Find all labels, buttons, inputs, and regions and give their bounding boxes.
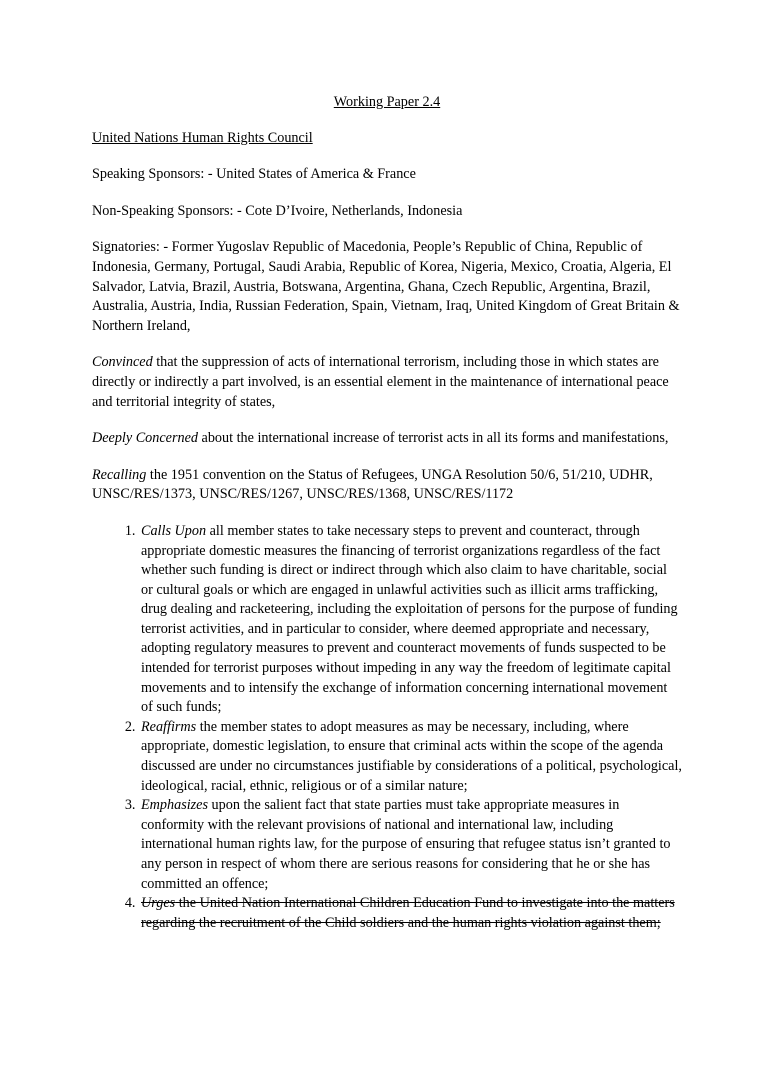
clause-text: the member states to adopt measures as may be necessary, including, where appropriate, domestic legislation, to ensure that criminal acts within the scope of the agenda discussed are under no circumstances justifiable by considerations of a political, psychological, ideological, racial, ethnic, religious or of a similar nature; <box>141 718 682 794</box>
operative-clause-struck <box>139 894 682 933</box>
preambulatory-clause <box>92 429 682 449</box>
clause-head: Convinced <box>92 354 153 371</box>
speaking-sponsors: Speaking Sponsors: - United States of America & France <box>92 166 416 183</box>
preambulatory-clause <box>92 353 682 412</box>
clause-head: Emphasizes <box>141 797 208 814</box>
clause-text: all member states to take necessary steps to prevent and counteract, through appropriate domestic measures the financing of terrorist organizations regardless of the fact whether such funding is direct or indirect through which also claim to have charitable, social or cultural goals or which are engaged in unlawful activities such as illicit arms trafficking, drug dealing and racketeering, including the exploitation of persons for the purpose of funding terrorist activities, and in particular to consider, where deemed appropriate and necessary, adopting regulatory measures to prevent and counteract movements of funds suspected to be intended for terrorist purposes without impeding in any way the freedom of legitimate capital movements and to intensify the exchange of information concerning international movement of such funds; <box>141 522 678 716</box>
operative-clauses <box>92 522 682 933</box>
council-name: United Nations Human Rights Council <box>92 129 313 146</box>
non-speaking-sponsors: Non-Speaking Sponsors: - Cote D’Ivoire, Netherlands, Indonesia <box>92 202 463 219</box>
operative-clause <box>139 718 682 796</box>
signatories: Signatories: - Former Yugoslav Republic of Macedonia, People’s Republic of China, Republic of Indonesia, Germany, Portugal, Saudi Arabia, Republic of Korea, Nigeria, Mexico, Croatia, Algeria, El Salvador, Latvia, Brazil, Austria, Botswana, Argentina, Ghana, Czech Republic, Argentina, Brazil, Australia, Austria, India, Russian Federation, Spain, Vietnam, Iraq, United Kingdom of Great Britain & Northern Ireland, <box>92 239 680 334</box>
operative-clause <box>139 522 682 718</box>
clause-text: about the international increase of terrorist acts in all its forms and manifestations, <box>197 430 669 447</box>
clause-text: the United Nation International Children Education Fund to investigate into the matters regarding the recruitment of the Child soldiers and the human rights violation against them; <box>141 895 675 931</box>
clause-head: Calls Upon <box>141 522 207 539</box>
clause-text: the 1951 convention on the Status of Refugees, UNGA Resolution 50/6, 51/210, UDHR, UNSC/RES/1373, UNSC/RES/1267, UNSC/RES/1368, UNSC/RES/1172 <box>92 466 653 503</box>
clause-head: Urges <box>141 895 176 912</box>
page-title: Working Paper 2.4 <box>333 94 441 110</box>
operative-clause <box>139 796 682 894</box>
clause-text: upon the salient fact that state parties must take appropriate measures in conformity with the relevant provisions of national and international law, including international human rights law, for the purpose of ensuring that refugee status isn’t granted to any person in respect of whom there are serious reasons for considering that he or she has committed an offence; <box>141 797 671 892</box>
clause-text: that the suppression of acts of international terrorism, including those in which states are directly or indirectly a part involved, is an essential element in the maintenance of international peace and territorial integrity of states, <box>92 354 669 410</box>
preambulatory-clause <box>92 466 682 505</box>
document-page <box>92 93 682 933</box>
clause-head: Recalling <box>92 466 147 483</box>
clause-head: Reaffirms <box>141 718 197 735</box>
clause-head: Deeply Concerned <box>92 430 198 447</box>
